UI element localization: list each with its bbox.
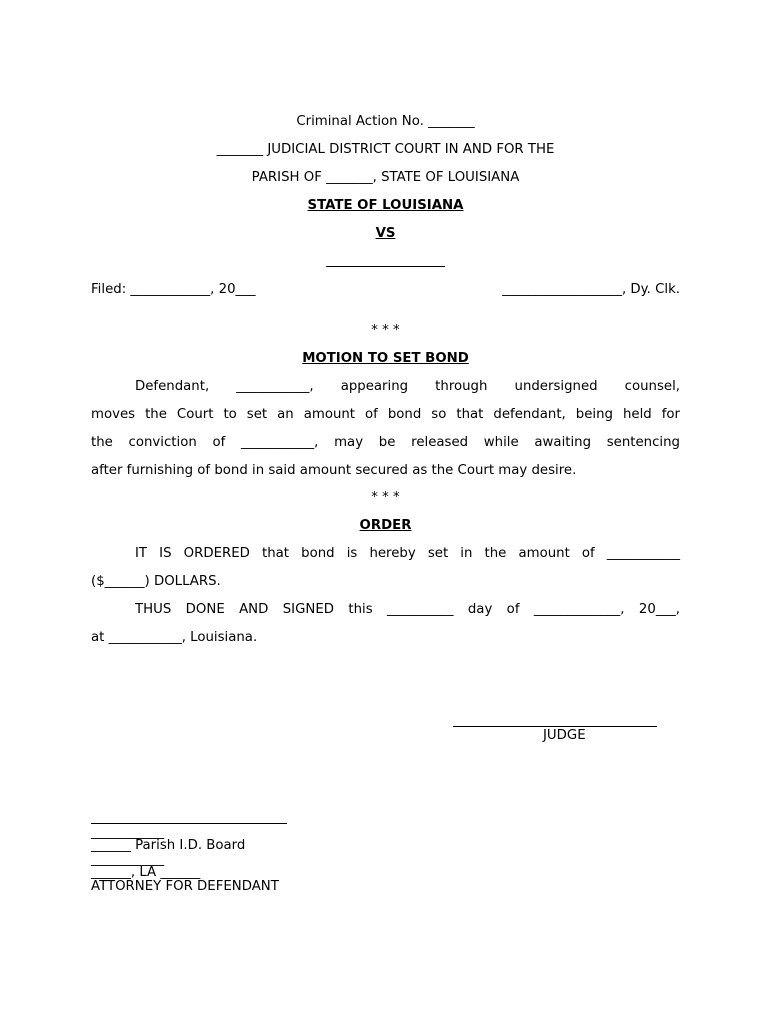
motion-title: MOTION TO SET BOND (302, 351, 469, 366)
attorney-signature-line (91, 823, 287, 824)
motion-text-line-2: moves the Court to set an amount of bond so that defendant, being held for (91, 407, 680, 422)
order-title: ORDER (359, 518, 412, 533)
motion-text-line-1: Defendant, ___________, appearing through undersigned counsel, (135, 379, 680, 394)
plaintiff-name: STATE OF LOUISIANA (307, 198, 464, 213)
deputy-clerk: __________________, Dy. Clk. (502, 282, 680, 297)
attorney-bar-line: ______ Parish I.D. Board (91, 838, 246, 853)
attorney-city-state: ______, LA ______ (91, 865, 201, 880)
motion-text-line-4: after furnishing of bond in said amount secured as the Court may desire. (91, 463, 577, 478)
attorney-address: ___________ (91, 852, 165, 867)
parish-state: PARISH OF _______, STATE OF LOUISIANA (251, 170, 520, 185)
judge-label: JUDGE (543, 728, 586, 743)
filed-date: Filed: ____________, 20___ (91, 282, 256, 297)
court-name: _______ JUDICIAL DISTRICT COURT IN AND FOR THE (216, 142, 555, 157)
order-text-line-3: THUS DONE AND SIGNED this __________ day of _____________, 20___, (135, 602, 680, 617)
order-text-line-4: at ___________, Louisiana. (91, 630, 258, 645)
defendant-name-line (326, 266, 445, 267)
order-text-line-2: ($______) DOLLARS. (91, 574, 221, 589)
attorney-for-defendant: ATTORNEY FOR DEFENDANT (91, 879, 279, 894)
criminal-action-number: Criminal Action No. _______ (296, 114, 475, 129)
section-separator: * * * (371, 323, 400, 338)
attorney-name: ___________ (91, 825, 165, 840)
motion-text-line-3: the conviction of ___________, may be released while awaiting sentencing (91, 435, 680, 450)
section-separator-2: * * * (371, 490, 400, 505)
judge-signature-line (453, 726, 657, 727)
versus-label: VS (375, 226, 396, 241)
order-text-line-1: IT IS ORDERED that bond is hereby set in the amount of ___________ (135, 546, 680, 561)
